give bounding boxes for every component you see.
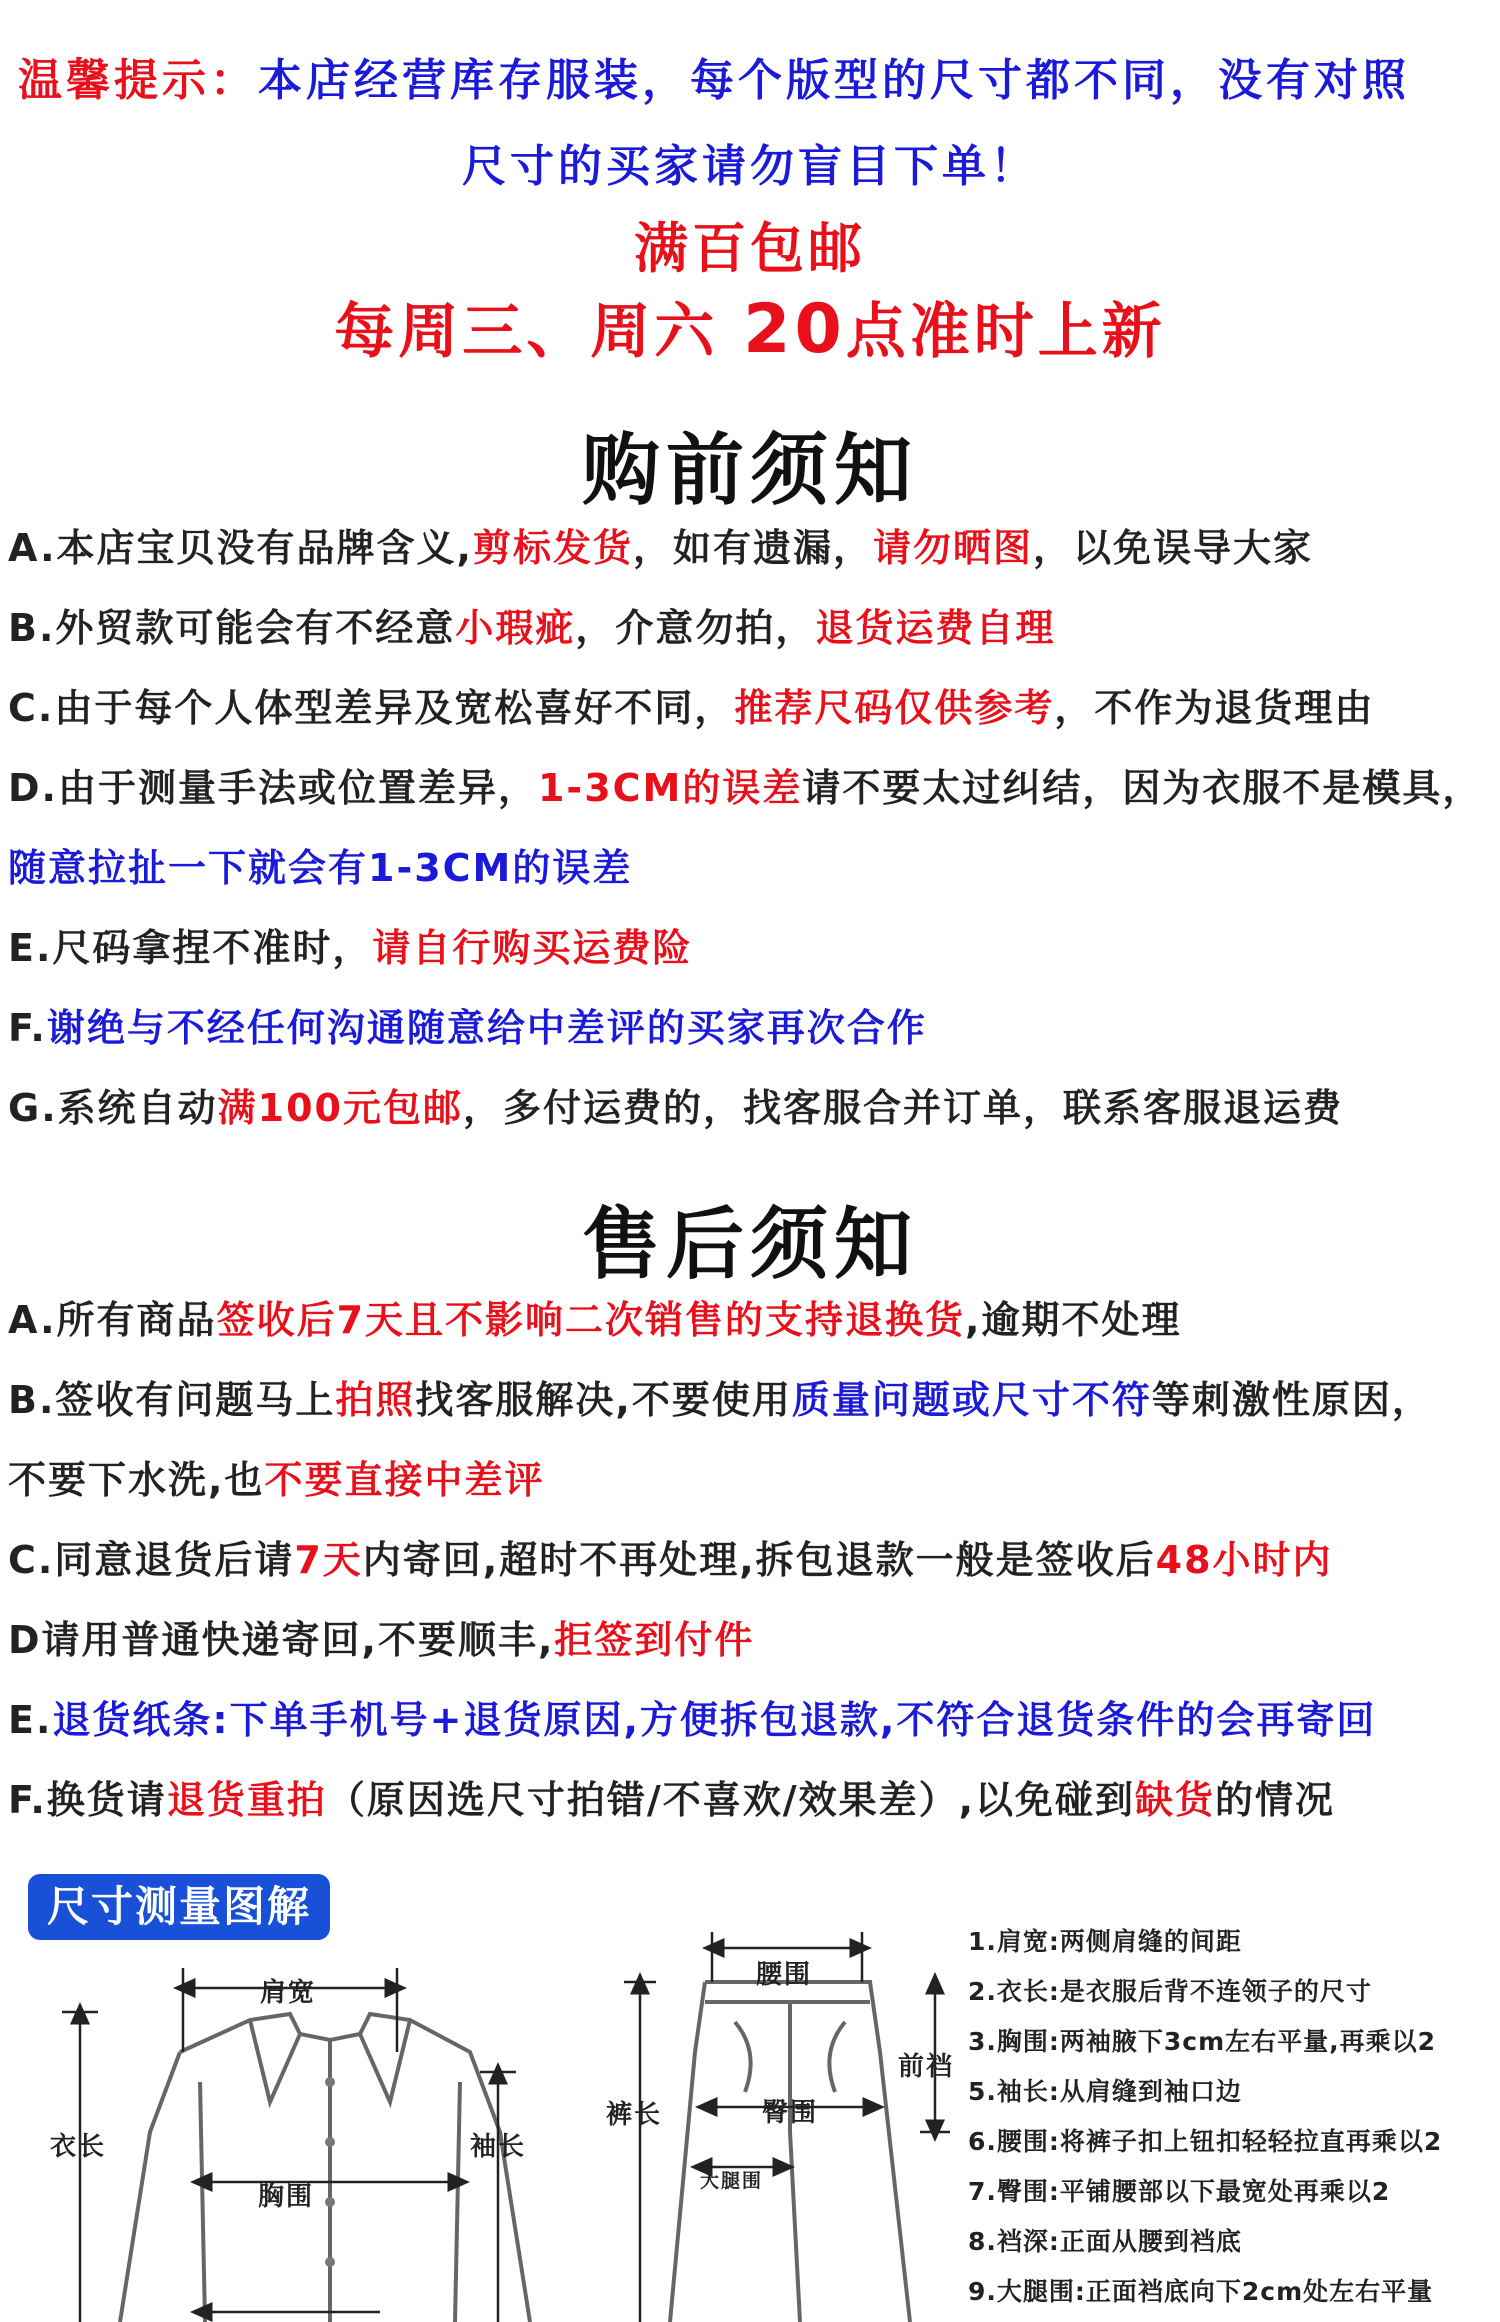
- text-segment: A.所有商品: [8, 1298, 217, 1342]
- pre-sale-item: [8, 1084, 1343, 1132]
- text-segment: F.换货请: [8, 1778, 167, 1822]
- after-sale-item: [8, 1616, 754, 1664]
- text-segment: 请不要太过纠结，因为衣服不是模具，: [802, 766, 1483, 810]
- text-segment: ，不作为退货理由: [1054, 686, 1375, 730]
- warm-tip-line-2: 尺寸的买家请勿盲目下单！: [462, 141, 1038, 192]
- text-segment: ,逾期不处理: [965, 1298, 1182, 1342]
- pre-sale-item: [8, 524, 1313, 572]
- text-segment: 7天: [294, 1538, 363, 1582]
- text-segment: 推荐尺码仅供参考: [734, 686, 1055, 730]
- pre-sale-item: [8, 684, 1374, 732]
- text-segment: B.签收有问题马上: [8, 1378, 336, 1422]
- after-sale-item: [8, 1296, 1181, 1344]
- label-pant-length: 裤长: [606, 2100, 663, 2130]
- text-segment: 退货纸条:下单手机号+退货原因,方便拆包退款,不符合退货条件的会再寄回: [52, 1698, 1377, 1742]
- text-segment: 签收后7天且不影响二次销售的支持退换货: [216, 1298, 966, 1342]
- measurement-note: 8.裆深:正面从腰到裆底: [968, 2227, 1242, 2256]
- text-segment: D.由于测量手法或位置差异，: [8, 766, 538, 810]
- text-segment: 拍照: [335, 1378, 416, 1422]
- text-segment: 等刺激性原因，: [1151, 1378, 1432, 1422]
- pre-sale-title: 购前须知: [581, 426, 918, 516]
- text-segment: 内寄回,超时不再处理,拆包退款一般是签收后: [362, 1538, 1156, 1582]
- label-hip: 臀围: [762, 2098, 819, 2128]
- warm-tip-text-1: 本店经营库存服装，每个版型的尺寸都不同，没有对照: [258, 55, 1410, 106]
- text-segment: E.: [8, 1698, 53, 1742]
- measurement-note: 5.袖长:从肩缝到袖口边: [968, 2077, 1242, 2106]
- label-shirt-length: 衣长: [50, 2132, 107, 2162]
- text-segment: B.外贸款可能会有不经意: [8, 606, 456, 650]
- text-segment: A.本店宝贝没有品牌含义,: [8, 526, 473, 570]
- text-segment: 退货重拍: [166, 1778, 327, 1822]
- text-segment: 拒签到付件: [554, 1618, 755, 1662]
- measurement-diagram: [0, 1902, 1500, 2322]
- pre-sale-item: [8, 1004, 927, 1052]
- text-segment: ，如有遗漏，: [633, 526, 874, 570]
- text-segment: ，多付运费的，找客服合并订单，联系客服退运费: [462, 1086, 1343, 1130]
- text-segment: C.同意退货后请: [8, 1538, 295, 1582]
- label-thigh: 大腿围: [700, 2170, 764, 2192]
- label-chest: 胸围: [258, 2182, 315, 2212]
- pre-sale-item: [8, 764, 1482, 812]
- text-segment: 退货运费自理: [815, 606, 1056, 650]
- measure-guide-badge: 尺寸测量图解: [28, 1874, 330, 1940]
- after-sale-item: [8, 1456, 544, 1504]
- free-shipping-banner: 满百包邮: [634, 217, 866, 280]
- pants-outline: [670, 1982, 910, 2322]
- text-segment: 48小时内: [1155, 1538, 1333, 1582]
- text-segment: 缺货: [1135, 1778, 1216, 1822]
- label-shoulder-width: 肩宽: [260, 1978, 317, 2008]
- text-segment: 随意拉扯一下就会有1-3CM的误差: [8, 846, 633, 890]
- measurement-note: 6.腰围:将裤子扣上钮扣轻轻拉直再乘以2: [968, 2127, 1443, 2156]
- measurement-note: 2.衣长:是衣服后背不连领子的尺寸: [968, 1977, 1372, 2006]
- text-segment: 请勿晒图: [873, 526, 1034, 570]
- text-segment: （原因选尺寸拍错/不喜欢/效果差）,以免碰到: [326, 1778, 1136, 1822]
- warm-tip-line-1: [18, 44, 1410, 108]
- measurement-note: 7.臀围:平铺腰部以下最宽处再乘以2: [968, 2177, 1391, 2206]
- warm-tip-label: 温馨提示：: [18, 55, 258, 106]
- text-segment: 剪标发货: [473, 526, 634, 570]
- after-sale-item: [8, 1536, 1333, 1584]
- text-segment: D请用普通快递寄回,不要顺丰,: [8, 1618, 555, 1662]
- schedule-suffix: 点准时上新: [845, 297, 1166, 367]
- text-segment: 不要下水洗,也: [8, 1458, 265, 1502]
- pre-sale-item: [8, 844, 632, 892]
- text-segment: 小瑕疵: [455, 606, 576, 650]
- text-segment: 谢绝与不经任何沟通随意给中差评的买家再次合作: [46, 1006, 927, 1050]
- measurement-note: 1.肩宽:两侧肩缝的间距: [968, 1927, 1242, 1956]
- new-arrival-schedule: [0, 284, 1500, 370]
- text-segment: 不要直接中差评: [264, 1458, 545, 1502]
- label-sleeve-length: 袖长: [470, 2132, 527, 2162]
- pre-sale-item: [8, 924, 692, 972]
- text-segment: 的情况: [1215, 1778, 1336, 1822]
- after-sale-item: [8, 1376, 1432, 1424]
- text-segment: C.由于每个人体型差异及宽松喜好不同，: [8, 686, 735, 730]
- text-segment: ，介意勿拍，: [575, 606, 816, 650]
- text-segment: 质量问题或尺寸不符: [791, 1378, 1152, 1422]
- text-segment: 请自行购买运费险: [372, 926, 693, 970]
- measurement-note: 9.大腿围:正面裆底向下2cm处左右平量: [968, 2277, 1434, 2306]
- after-sale-item: [8, 1776, 1335, 1824]
- text-segment: G.系统自动: [8, 1086, 218, 1130]
- schedule-days: 每周三、周六: [334, 297, 744, 367]
- text-segment: ，以免误导大家: [1033, 526, 1314, 570]
- measurement-note: 3.胸围:两袖腋下3cm左右平量,再乘以2: [968, 2027, 1437, 2056]
- text-segment: F.: [8, 1006, 47, 1050]
- label-waist: 腰围: [756, 1960, 813, 1990]
- text-segment: 1-3CM的误差: [537, 766, 803, 810]
- text-segment: 找客服解决,不要使用: [415, 1378, 792, 1422]
- label-front-rise: 前裆: [898, 2052, 955, 2082]
- schedule-hour: 20: [743, 290, 846, 369]
- text-segment: 满100元包邮: [217, 1086, 463, 1130]
- pre-sale-item: [8, 604, 1055, 652]
- after-sale-item: [8, 1696, 1376, 1744]
- shirt-outline: [120, 2014, 530, 2322]
- after-sale-title: 售后须知: [581, 1200, 918, 1290]
- text-segment: E.尺码拿捏不准时，: [8, 926, 373, 970]
